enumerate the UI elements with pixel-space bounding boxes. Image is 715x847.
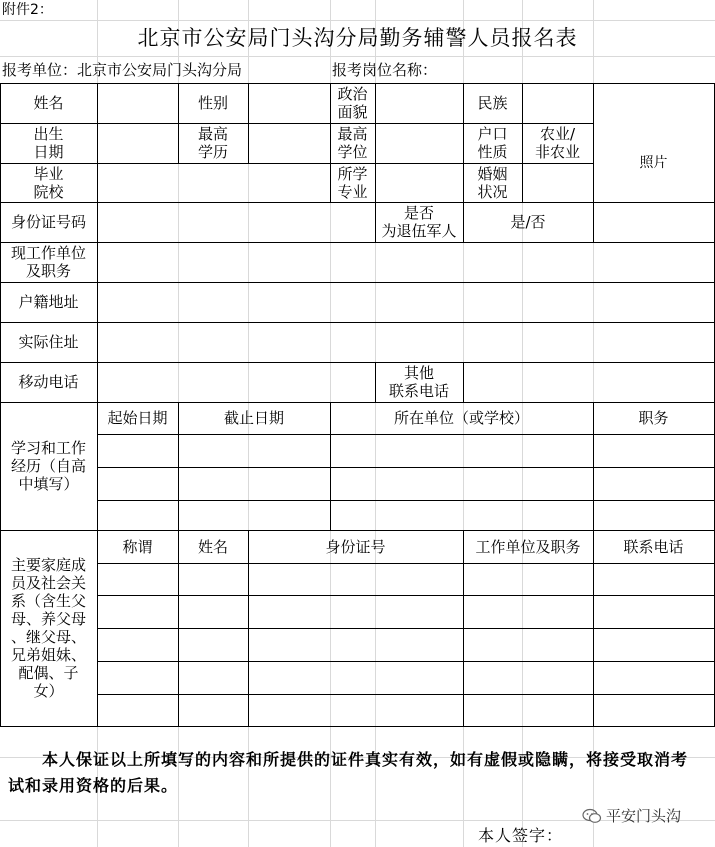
current-job-input[interactable] — [97, 242, 714, 282]
ethnicity-label: 民族 — [477, 94, 508, 112]
household-input[interactable] — [97, 282, 714, 322]
name-label: 姓名 — [33, 94, 64, 112]
political-input[interactable] — [375, 83, 463, 123]
family-work-header: 工作单位及职务 — [475, 537, 581, 556]
apply-unit-label: 报考单位：北京市公安局门头沟分局 — [2, 60, 243, 79]
other-phone-input[interactable] — [463, 362, 714, 402]
residence-input[interactable] — [97, 322, 714, 362]
other-phone-label: 其他 联系电话 — [388, 364, 449, 400]
declaration-text: 本人保证以上所填写的内容和所提供的证件真实有效，如有虚假或隐瞒，将接受取消考试和录用资格的后果。 — [8, 750, 689, 795]
study-start-header: 起始日期 — [107, 409, 168, 427]
study-org-header: 所在单位（或学校） — [393, 409, 529, 427]
signature-label: 本人签字： — [478, 826, 564, 845]
family-section-label: 主要家庭成 员及社会关 系（含生父 母、养父母 、继父母、 兄弟姐妹、 配偶、子 女） — [10, 556, 86, 700]
school-label: 毕业 院校 — [33, 164, 64, 201]
study-duty-header: 职务 — [638, 409, 669, 427]
current-job-label: 现工作单位 及职务 — [10, 244, 86, 280]
birth-input[interactable] — [97, 123, 178, 163]
study-row[interactable] — [97, 500, 714, 530]
study-row[interactable] — [97, 467, 714, 500]
residence-label: 实际住址 — [18, 333, 79, 351]
veteran-label: 是否 为退伍军人 — [381, 204, 457, 240]
mobile-label: 移动电话 — [18, 373, 79, 391]
family-id-header: 身份证号 — [325, 537, 386, 556]
name-input[interactable] — [97, 83, 178, 123]
major-input[interactable] — [375, 163, 463, 202]
family-row[interactable] — [97, 595, 714, 628]
household-label: 户籍地址 — [18, 293, 79, 311]
major-label: 所学 专业 — [337, 164, 368, 201]
family-phone-header: 联系电话 — [623, 537, 684, 556]
family-row[interactable] — [97, 694, 714, 726]
id-number-label: 身份证号码 — [10, 213, 86, 231]
study-row[interactable] — [97, 434, 714, 467]
study-end-header: 截止日期 — [223, 409, 284, 427]
birth-label: 出生 日期 — [33, 125, 64, 161]
attachment-label: 附件2： — [2, 2, 53, 18]
watermark-text: 平安门头沟 — [606, 807, 682, 825]
photo-box[interactable]: 照片 — [639, 154, 668, 171]
family-row[interactable] — [97, 661, 714, 694]
degree-label: 最高 学位 — [337, 125, 368, 161]
hukou-label: 户口 性质 — [477, 125, 508, 161]
table-border — [0, 726, 715, 727]
family-name-header: 姓名 — [197, 537, 228, 556]
family-relation-header: 称谓 — [122, 537, 153, 556]
political-label: 政治 面貌 — [337, 85, 368, 121]
edu-input[interactable] — [248, 123, 330, 163]
gender-label: 性别 — [197, 94, 228, 112]
apply-position-label: 报考岗位名称： — [332, 60, 438, 79]
veteran-option[interactable]: 是/否 — [510, 213, 546, 231]
edu-label: 最高 学历 — [197, 125, 228, 161]
ethnicity-input[interactable] — [522, 83, 593, 123]
school-input[interactable] — [97, 163, 330, 202]
marital-label: 婚姻 状况 — [477, 164, 508, 201]
marital-input[interactable] — [522, 163, 593, 202]
degree-input[interactable] — [375, 123, 463, 163]
study-section-label: 学习和工作 经历（自高 中填写） — [10, 439, 86, 493]
family-row[interactable] — [97, 563, 714, 595]
signature-input[interactable] — [575, 822, 710, 844]
id-number-input[interactable] — [97, 202, 375, 242]
form-title: 北京市公安局门头沟分局勤务辅警人员报名表 — [137, 26, 578, 50]
hukou-type-option[interactable]: 农业/ 非农业 — [534, 125, 580, 161]
family-row[interactable] — [97, 628, 714, 661]
gender-input[interactable] — [248, 83, 330, 123]
mobile-input[interactable] — [97, 362, 375, 402]
